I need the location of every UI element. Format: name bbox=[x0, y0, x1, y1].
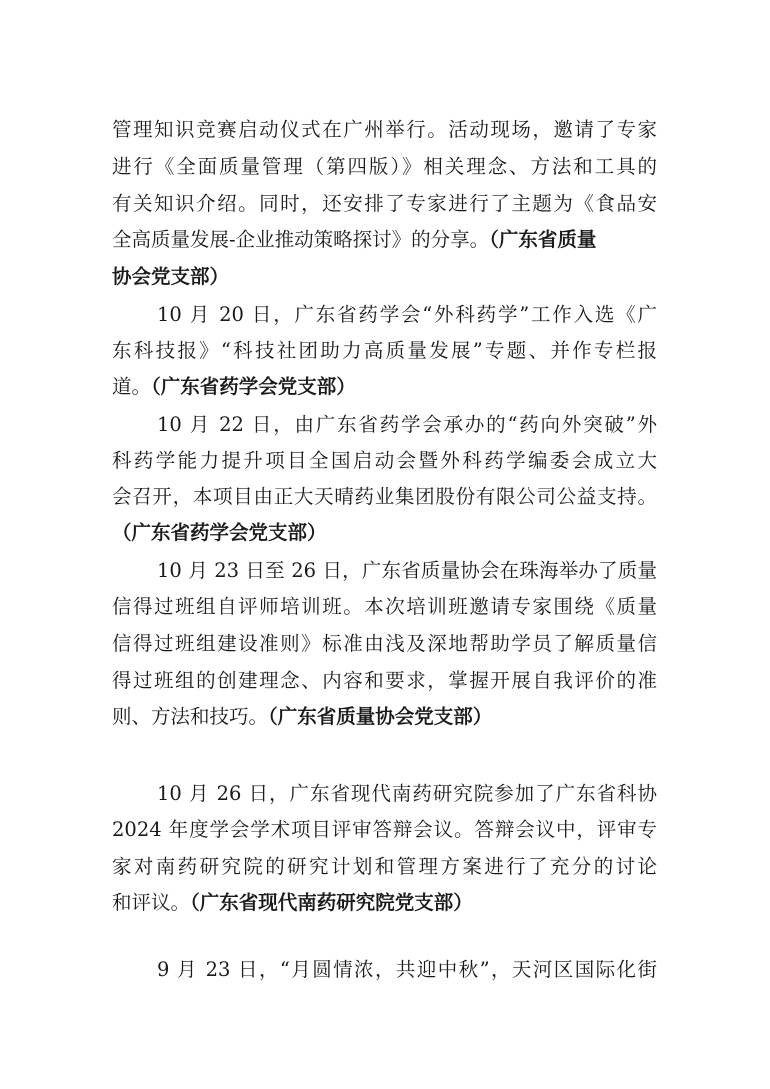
text-line: 东科技报》“科技社团助力高质量发展”专题、并作专栏报 bbox=[112, 339, 657, 362]
text-line: 进行《全面质量管理（第四版）》相关理念、方法和工具的 bbox=[112, 155, 657, 178]
org-attribution: （广东省质量协会党支部） bbox=[268, 705, 493, 728]
text-line: 管理知识竞赛启动仪式在广州举行。活动现场，邀请了专家 bbox=[112, 118, 657, 141]
text-line: 信得过班组建设准则》标准由浅及深地帮助学员了解质量信 bbox=[112, 632, 657, 655]
body-text: 全高质量发展-企业推动策略探讨》的分享。 bbox=[112, 228, 490, 251]
body-text: 道。 bbox=[112, 375, 152, 398]
text-line bbox=[112, 702, 657, 732]
text-line: 家对南药研究院的研究计划和管理方案进行了充分的讨论 bbox=[112, 855, 657, 878]
text-line: 有关知识介绍。同时，还安排了专家进行了主题为《食品安 bbox=[112, 192, 657, 215]
body-text: 则、方法和技巧。 bbox=[112, 705, 269, 728]
org-attribution: （广东省质量 bbox=[489, 228, 597, 251]
org-attribution: （广东省药学会党支部） bbox=[151, 375, 356, 398]
text-line: 信得过班组自评师培训班。本次培训班邀请专家围绕《质量 bbox=[112, 595, 657, 618]
text-line: 10 月 26 日，广东省现代南药研究院参加了广东省科协 bbox=[157, 782, 657, 805]
body-text: 和评议。 bbox=[112, 891, 191, 914]
text-line bbox=[112, 225, 657, 255]
text-line: 2024 年度学会学术项目评审答辩会议。答辩会议中，评审专 bbox=[112, 818, 657, 841]
org-attribution: （广东省现代南药研究院党支部） bbox=[190, 891, 473, 914]
text-line: 9 月 23 日，“月圆情浓，共迎中秋”，天河区国际化街 bbox=[157, 958, 657, 981]
text-line bbox=[112, 372, 657, 402]
text-line: 10 月 23 日至 26 日，广东省质量协会在珠海举办了质量 bbox=[157, 559, 657, 582]
text-line: 10 月 22 日，由广东省药学会承办的“药向外突破”外 bbox=[157, 413, 657, 436]
org-attribution: 协会党支部） bbox=[112, 265, 230, 288]
text-line: 10 月 20 日，广东省药学会“外科药学”工作入选《广 bbox=[157, 303, 657, 326]
text-line: 科药学能力提升项目全国启动会暨外科药学编委会成立大 bbox=[112, 449, 657, 472]
text-line: 得过班组的创建理念、内容和要求，掌握开展自我评价的准 bbox=[112, 669, 657, 692]
org-attribution: （广东省药学会党支部） bbox=[112, 521, 327, 544]
text-line bbox=[112, 888, 657, 918]
text-line: 会召开，本项目由正大天晴药业集团股份有限公司公益支持。 bbox=[112, 485, 657, 508]
